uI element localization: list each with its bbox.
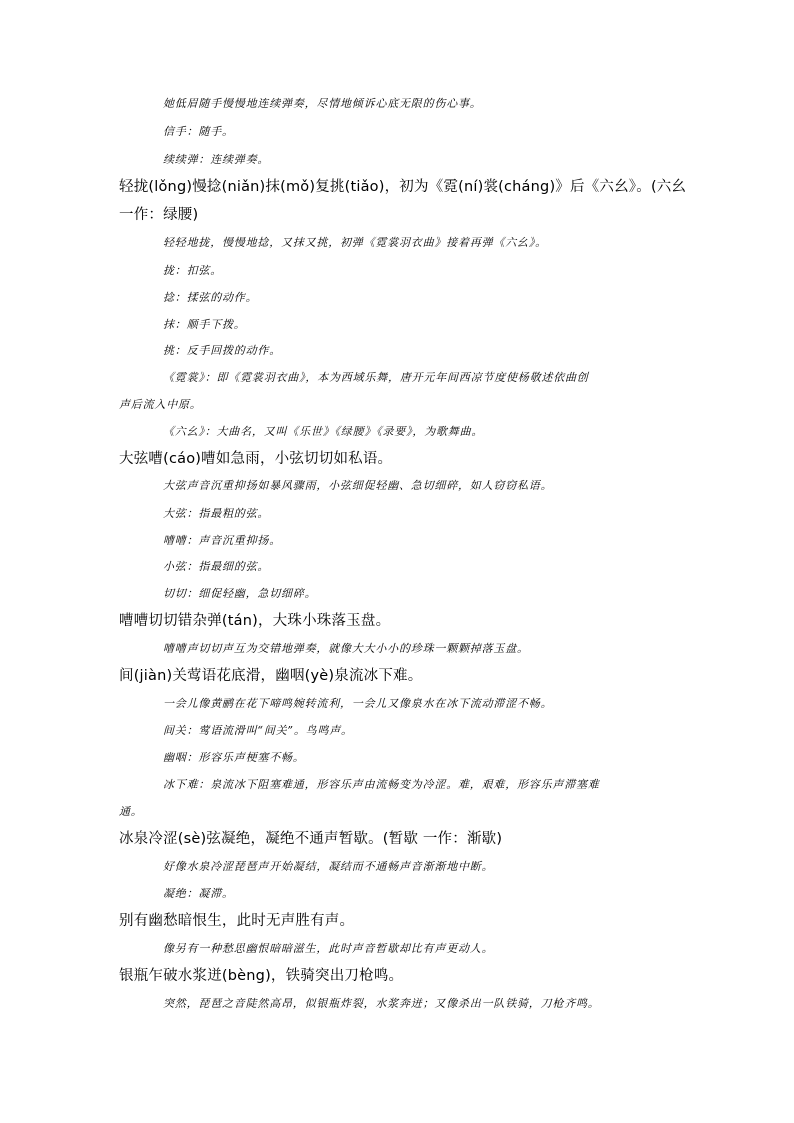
annotation-line-continued: 通。 xyxy=(119,805,143,818)
annotation-line: 间关：莺语流滑叫“间关”。鸟鸣声。 xyxy=(163,724,353,737)
annotation-line: 小弦：指最细的弦。 xyxy=(163,560,270,573)
verse-line: 大弦嘈(cáo)嘈如急雨，小弦切切如私语。 xyxy=(119,451,393,467)
annotation-line: 幽咽：形容乐声梗塞不畅。 xyxy=(163,751,305,764)
annotation-line-continued: 声后流入中原。 xyxy=(119,398,202,411)
verse-line-continued: 一作：绿腰) xyxy=(119,207,199,223)
translation-line: 好像水泉冷涩琵琶声开始凝结，凝结而不通畅声音渐渐地中断。 xyxy=(163,860,494,873)
annotation-line: 大弦：指最粗的弦。 xyxy=(163,507,270,520)
verse-line: 银瓶乍破水浆迸(bèng)，铁骑突出刀枪鸣。 xyxy=(119,968,404,984)
translation-line: 突然，琵琶之音陡然高昂，似银瓶炸裂，水浆奔迸；又像杀出一队铁骑，刀枪齐鸣。 xyxy=(163,997,600,1010)
annotation-line: 挑：反手回拨的动作。 xyxy=(163,344,281,357)
annotation-line: 抹：顺手下拨。 xyxy=(163,318,246,331)
annotation-line: 捻：揉弦的动作。 xyxy=(163,291,258,304)
verse-line: 轻拢(lǒng)慢捻(niǎn)抹(mǒ)复挑(tiǎo)，初为《霓(ní)裳(cháng)》后《六幺》。(六幺 xyxy=(119,179,687,195)
annotation-line: 信手：随手。 xyxy=(163,125,234,138)
translation-line: 嘈嘈声切切声互为交错地弹奏，就像大大小小的珍珠一颗颗掉落玉盘。 xyxy=(163,642,529,655)
verse-line: 别有幽愁暗恨生，此时无声胜有声。 xyxy=(119,913,355,929)
annotation-line: 续续弹：连续弹奏。 xyxy=(163,153,270,166)
annotation-line: 嘈嘈：声音沉重抑扬。 xyxy=(163,534,281,547)
annotation-line: 冰下难：泉流冰下阻塞难通，形容乐声由流畅变为冷涩。难，艰难，形容乐声滞塞难 xyxy=(163,778,600,791)
verse-line: 嘈嘈切切错杂弹(tán)，大珠小珠落玉盘。 xyxy=(119,613,391,629)
annotation-line: 凝绝：凝滞。 xyxy=(163,887,234,900)
annotation-line: 拢：扣弦。 xyxy=(163,264,222,277)
translation-line: 她低眉随手慢慢地连续弹奏，尽情地倾诉心底无限的伤心事。 xyxy=(163,97,482,110)
translation-line: 大弦声音沉重抑扬如暴风骤雨，小弦细促轻幽、急切细碎，如人窃窃私语。 xyxy=(163,479,553,492)
verse-line: 冰泉冷涩(sè)弦凝绝，凝绝不通声暂歇。(暂歇 一作：渐歇) xyxy=(119,831,503,847)
verse-line: 间(jiàn)关莺语花底滑，幽咽(yè)泉流冰下难。 xyxy=(119,668,423,684)
translation-line: 像另有一种愁思幽恨暗暗滋生，此时声音暂歇却比有声更动人。 xyxy=(163,942,494,955)
translation-line: 轻轻地拢，慢慢地捻，又抹又挑，初弹《霓裳羽衣曲》接着再弹《六幺》。 xyxy=(163,236,547,249)
translation-line: 一会儿像黄鹂在花下啼鸣婉转流利，一会儿又像泉水在冰下流动滞涩不畅。 xyxy=(163,697,553,710)
annotation-line: 《六幺》：大曲名，又叫《乐世》《绿腰》《录要》，为歌舞曲。 xyxy=(163,425,484,438)
annotation-line: 《霓裳》：即《霓裳羽衣曲》，本为西域乐舞，唐开元年间西凉节度使杨敬述依曲创 xyxy=(163,371,589,384)
annotation-line: 切切：细促轻幽，急切细碎。 xyxy=(163,587,317,600)
